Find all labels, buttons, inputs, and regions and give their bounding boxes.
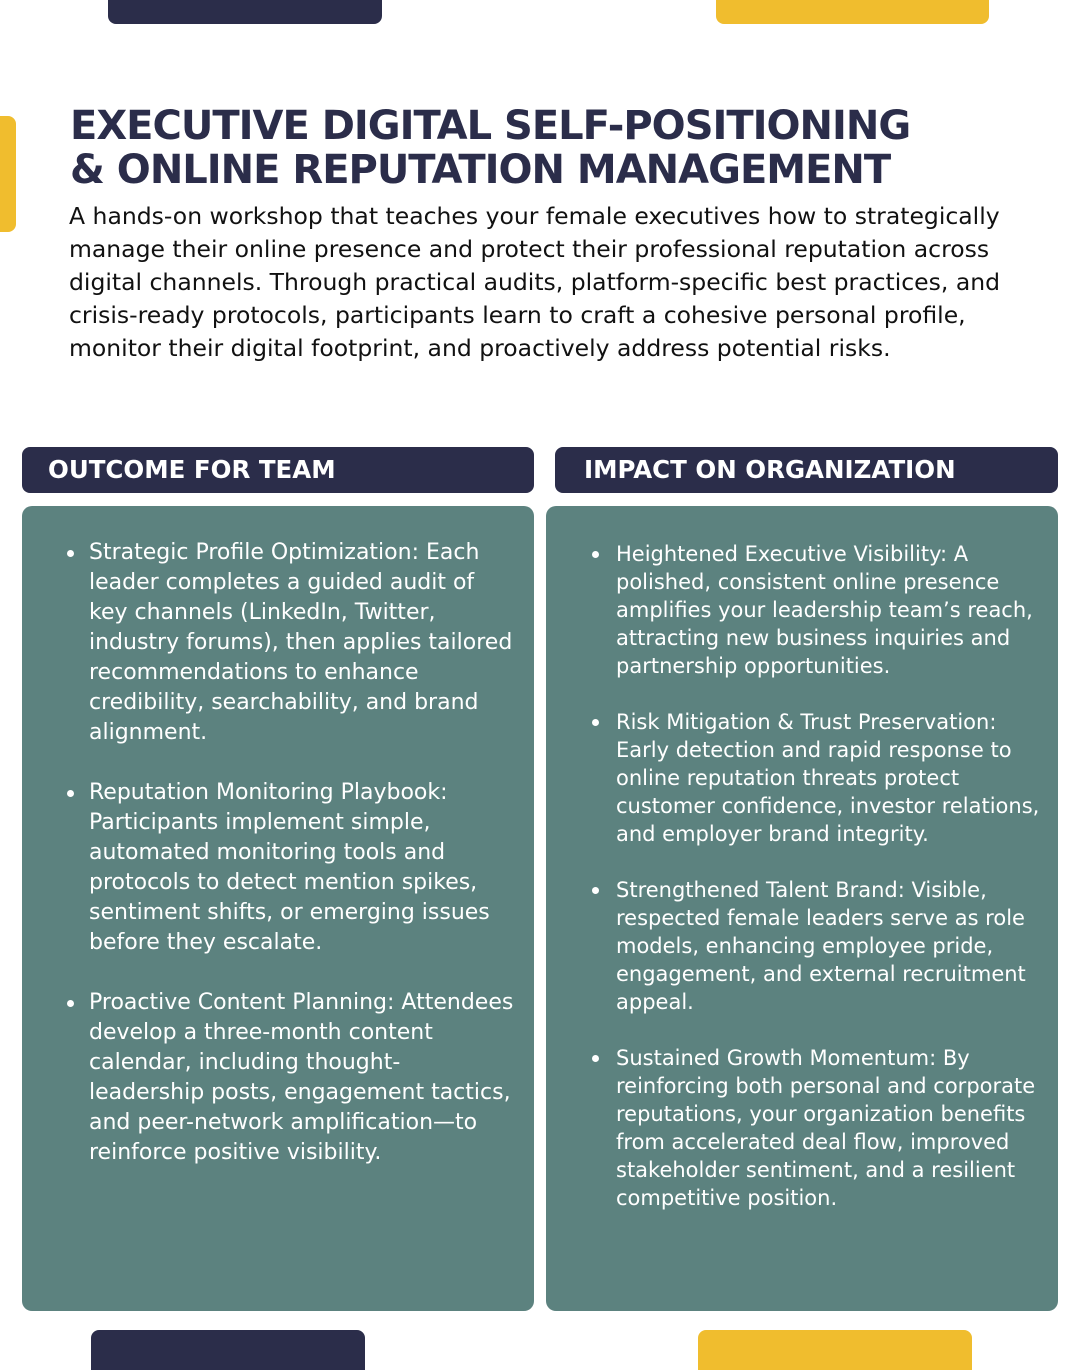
outcome-item: Reputation Monitoring Playbook: Participants implement simple, automated monitoring tools and protocols to detect mention spikes, sentiment shifts, or emerging issues before they escalate. bbox=[89, 778, 514, 958]
outcome-item: Strategic Profile Optimization: Each leader completes a guided audit of key channels (LinkedIn, Twitter, industry forums), then applies tailored recommendations to enhance credibility, searchability, and brand alignment. bbox=[89, 538, 514, 748]
impact-header: IMPACT ON ORGANIZATION bbox=[555, 447, 1058, 493]
impact-item: Heightened Executive Visibility: A polished, consistent online presence amplifies your leadership team’s reach, attracting new business inquiries and partnership opportunities. bbox=[616, 540, 1040, 680]
impact-item: Risk Mitigation & Trust Preservation: Early detection and rapid response to online reputation threats protect customer confidence, investor relations, and employer brand integrity. bbox=[616, 710, 1040, 846]
page-title-line-2: & ONLINE REPUTATION MANAGEMENT bbox=[70, 147, 891, 193]
intro-paragraph: A hands-on workshop that teaches your female executives how to strategically manage their online presence and protect their professional reputation across digital channels. Through practical audits, platform-specific best practices, and crisis-ready protocols, participants learn to craft a cohesive personal profile, monitor their digital footprint, and proactively address potential risks. bbox=[69, 202, 1001, 362]
outcome-header: OUTCOME FOR TEAM bbox=[22, 447, 534, 493]
impact-card bbox=[546, 506, 1058, 1311]
page-title-line-1: EXECUTIVE DIGITAL SELF-POSITIONING bbox=[70, 103, 911, 149]
outcome-item: Proactive Content Planning: Attendees develop a three-month content calendar, including thought-leadership posts, engagement tactics, and peer-network amplification—to reinforce positive visibility. bbox=[89, 988, 514, 1168]
page-title bbox=[70, 104, 1030, 192]
decorative-tab-yellow-left bbox=[0, 116, 16, 232]
outcome-card bbox=[22, 506, 534, 1311]
decorative-tab-navy-bottom bbox=[91, 1330, 365, 1370]
decorative-tab-navy-top bbox=[108, 0, 382, 24]
outcome-list bbox=[22, 506, 534, 1168]
impact-list bbox=[546, 506, 1058, 1212]
impact-item: Strengthened Talent Brand: Visible, respected female leaders serve as role models, enhancing employee pride, engagement, and external recruitment appeal. bbox=[616, 876, 1040, 1016]
decorative-tab-yellow-bottom bbox=[698, 1330, 972, 1370]
impact-item: Sustained Growth Momentum: By reinforcing both personal and corporate reputations, your organization benefits from accelerated deal flow, improved stakeholder sentiment, and a resilient competitive position. bbox=[616, 1044, 1040, 1212]
decorative-tab-yellow-top bbox=[716, 0, 989, 24]
